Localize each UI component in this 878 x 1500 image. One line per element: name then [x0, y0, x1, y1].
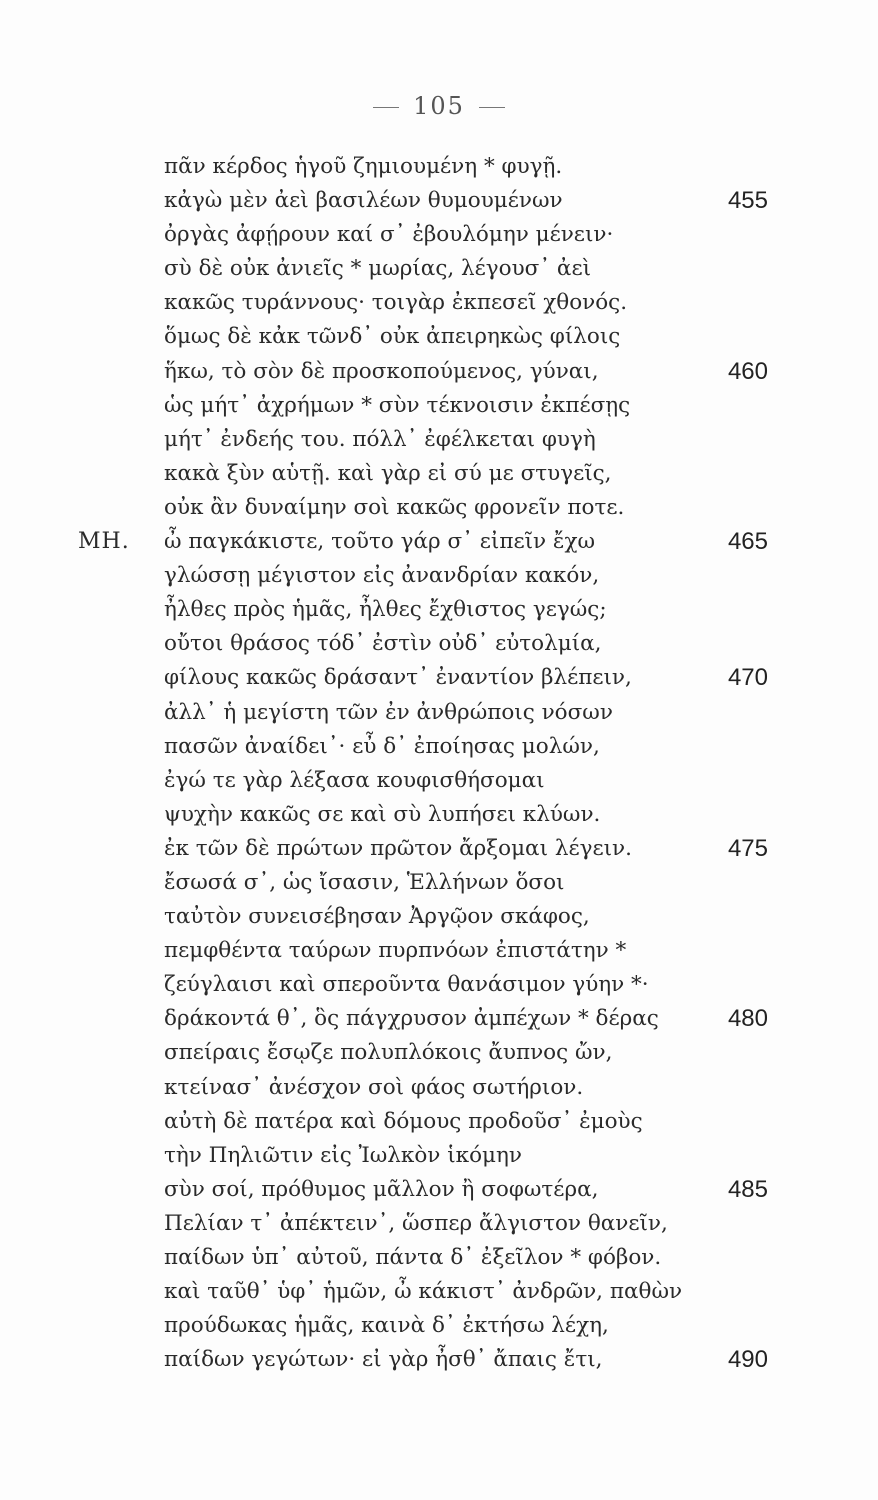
line-number: 465: [727, 528, 768, 556]
verse-line: [0, 150, 878, 184]
verse-text: σπείραις ἔσῳζε πολυπλόκοις ἄυπνος ὤν,: [164, 1040, 613, 1066]
verse-line: [0, 730, 878, 764]
line-number: 475: [727, 834, 768, 862]
verse-line: [0, 218, 878, 252]
verse-line: [0, 1207, 878, 1241]
verse-line: [0, 286, 878, 320]
verse-text: σὺ δὲ οὐκ ἀνιεῖς * μωρίας, λέγουσ᾽ ἀεὶ: [164, 256, 592, 282]
verse-line: [0, 252, 878, 286]
verse-text: παίδων γεγώτων· εἰ γὰρ ἦσθ᾽ ἄπαις ἔτι,: [164, 1347, 603, 1373]
verse-text: κἀγὼ μὲν ἀεὶ βασιλέων θυμουμένων: [164, 188, 563, 214]
verse-line: [0, 491, 878, 525]
verse-text: ἐκ τῶν δὲ πρώτων πρῶτον ἄρξομαι λέγειν.: [164, 835, 632, 861]
verse-text: πᾶν κέρδος ἡγοῦ ζημιουμένη * φυγῇ.: [164, 154, 563, 179]
verse-text: πεμφθέντα ταύρων πυρπνόων ἐπιστάτην *: [164, 938, 627, 964]
line-number: 470: [727, 664, 768, 692]
verse-text: οὐκ ἂν δυναίμην σοὶ κακῶς φρονεῖν ποτε.: [164, 494, 625, 520]
verse-line: [0, 696, 878, 730]
verse-text: ἦλθες πρὸς ἡμᾶς, ἦλθες ἔχθιστος γεγώς;: [164, 597, 607, 623]
verse-line: [0, 1241, 878, 1275]
verse-text: παίδων ὑπ᾽ αὐτοῦ, πάντα δ᾽ ἐξεῖλον * φόβον.: [164, 1245, 662, 1270]
verse-line: [0, 1173, 878, 1207]
verse-line: [0, 559, 878, 593]
verse-line: [0, 627, 878, 661]
verse-text: ταὐτὸν συνεισέβησαν Ἀργῷον σκάφος,: [164, 904, 590, 930]
verse-line: [0, 1343, 878, 1377]
header-dash-right: [479, 107, 505, 108]
verse-line: [0, 798, 878, 832]
page-header: [0, 92, 878, 120]
verse-line: [0, 1139, 878, 1173]
speaker-label: ΜΗ.: [78, 529, 130, 555]
page-number: 105: [413, 92, 465, 120]
verse-line: [0, 593, 878, 627]
verse-line: [0, 423, 878, 457]
verse-text: προύδωκας ἡμᾶς, καινὰ δ᾽ ἐκτήσω λέχη,: [164, 1313, 609, 1339]
verse-text: ὦ παγκάκιστε, τοῦτο γάρ σ᾽ εἰπεῖν ἔχω: [164, 529, 596, 555]
verse-text: γλώσσῃ μέγιστον εἰς ἀνανδρίαν κακόν,: [164, 563, 600, 589]
verse-line: [0, 1002, 878, 1036]
verse-text: μήτ᾽ ἐνδεής του. πόλλ᾽ ἐφέλκεται φυγὴ: [164, 426, 596, 452]
verse-line: [0, 934, 878, 968]
verse-text: σὺν σοί, πρόθυμος μᾶλλον ἢ σοφωτέρα,: [164, 1176, 599, 1202]
line-number: 490: [727, 1346, 768, 1374]
verse-text: φίλους κακῶς δράσαντ᾽ ἐναντίον βλέπειν,: [164, 665, 632, 691]
verse-text: ἥκω, τὸ σὸν δὲ προσκοπούμενος, γύναι,: [164, 358, 599, 384]
verse-line: [0, 184, 878, 218]
verse-text: ὡς μήτ᾽ ἀχρήμων * σὺν τέκνοισιν ἐκπέσῃς: [164, 392, 631, 418]
verse-line: [0, 525, 878, 559]
line-number: 480: [727, 1005, 768, 1033]
verse-line: [0, 1071, 878, 1105]
line-number: 485: [727, 1175, 768, 1203]
verse-text: Πελίαν τ᾽ ἀπέκτειν᾽, ὥσπερ ἄλγιστον θανεῖν,: [164, 1210, 668, 1236]
verse-text: ἐγώ τε γὰρ λέξασα κουφισθήσομαι: [164, 767, 545, 793]
line-number: 455: [727, 187, 768, 215]
verse-line: [0, 866, 878, 900]
verse-line: [0, 1309, 878, 1343]
verse-text: κακῶς τυράννους· τοιγὰρ ἐκπεσεῖ χθονός.: [164, 290, 628, 316]
header-dash-left: [373, 107, 399, 108]
verse-text: ὀργὰς ἀφῄρουν καί σ᾽ ἐβουλόμην μένειν·: [164, 222, 614, 248]
verse-line: [0, 968, 878, 1002]
verse-text: κακὰ ξὺν αὑτῇ. καὶ γὰρ εἰ σύ με στυγεῖς,: [164, 460, 612, 486]
line-number: 460: [727, 357, 768, 385]
verse-text: ἀλλ᾽ ἡ μεγίστη τῶν ἐν ἀνθρώποις νόσων: [164, 699, 613, 725]
verse-text: τὴν Πηλιῶτιν εἰς Ἰωλκὸν ἱκόμην: [164, 1142, 522, 1168]
verse-line: [0, 832, 878, 866]
verse-line: [0, 764, 878, 798]
verse-line: [0, 1275, 878, 1309]
verse-text: οὔτοι θράσος τόδ᾽ ἐστὶν οὐδ᾽ εὐτολμία,: [164, 631, 602, 657]
verse-text: ἔσωσά σ᾽, ὡς ἴσασιν, Ἑλλήνων ὅσοι: [164, 869, 565, 895]
verse-text: ὅμως δὲ κἀκ τῶνδ᾽ οὐκ ἀπειρηκὼς φίλοις: [164, 324, 621, 350]
verse-text: δράκοντά θ᾽, ὃς πάγχρυσον ἀμπέχων * δέρας: [164, 1006, 659, 1032]
verse-line: [0, 355, 878, 389]
verse-block: [0, 150, 878, 1377]
verse-line: [0, 457, 878, 491]
verse-text: αὐτὴ δὲ πατέρα καὶ δόμους προδοῦσ᾽ ἐμοὺς: [164, 1108, 643, 1134]
verse-line: [0, 900, 878, 934]
verse-text: ζεύγλαισι καὶ σπεροῦντα θανάσιμον γύην *·: [164, 972, 649, 998]
verse-line: [0, 661, 878, 695]
verse-line: [0, 320, 878, 354]
verse-text: ψυχὴν κακῶς σε καὶ σὺ λυπήσει κλύων.: [164, 801, 601, 827]
verse-text: πασῶν ἀναίδει᾽· εὖ δ᾽ ἐποίησας μολών,: [164, 733, 600, 759]
verse-line: [0, 389, 878, 423]
verse-line: [0, 1036, 878, 1070]
verse-text: κτείνασ᾽ ἀνέσχον σοὶ φάος σωτήριον.: [164, 1074, 584, 1100]
verse-line: [0, 1105, 878, 1139]
verse-text: καὶ ταῦθ᾽ ὑφ᾽ ἡμῶν, ὦ κάκιστ᾽ ἀνδρῶν, παθὼν: [164, 1279, 683, 1305]
